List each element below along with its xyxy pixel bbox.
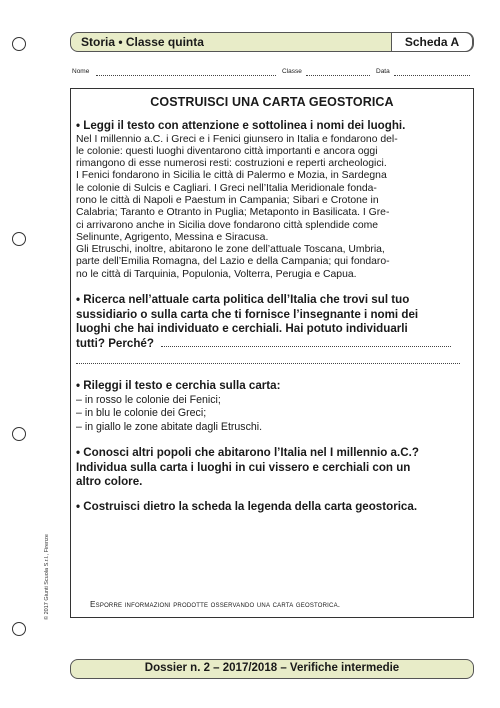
text-line: • Costruisci dietro la scheda la legenda della carta geostorica. [76,499,418,513]
text-line: Individua sulla carta i luoghi in cui vissero e cerchiali con un [76,460,411,474]
text-line: Nel I millennio a.C. i Greci e i Fenici giunsero in Italia e fondarono del- [76,133,398,145]
text-line: Selinunte, Agrigento, Messina e Siracusa. [76,231,269,243]
footer-bar [70,659,474,679]
text-line: luoghi che hai individuato e cerchiali. Hai potuto individuarli [76,322,408,336]
punch-hole-3 [12,427,26,441]
scheda-label: Scheda A [391,32,473,52]
page-title: COSTRUISCI UNA CARTA GEOSTORICA [150,95,394,109]
data-label: Data [376,68,390,75]
text-line: rimangono di esse numerosi resti: costruzioni e reperti archeologici. [76,158,387,170]
text-line: le colonie di Sulcis e Cagliari. I Greci nell’Italia Meridionale fonda- [76,182,377,194]
classe-label: Classe [282,68,302,75]
copyright-text: © 2017 Giunti Scuola S.r.l., Firenze [44,534,50,620]
section-other-peoples [76,446,468,490]
text-line: • Ricerca nell’attuale carta politica dell’Italia che trovi sul tuo [76,293,410,307]
question-line [76,337,468,352]
section-legend [76,500,468,515]
classe-field[interactable] [306,75,370,76]
nome-label: Nome [72,68,90,75]
text-line: ci arrivarono anche in Sicilia dove fondarono città splendide come [76,219,379,231]
question-text: tutti? Perché? [76,336,154,350]
text-line: no le città di Tarquinia, Populonia, Volterra, Perugia e Capua. [76,268,357,280]
list-item: – in rosso le colonie dei Fenici; [76,393,221,406]
section-lead: • Leggi il testo con attenzione e sottolinea i nomi dei luoghi. [76,119,406,132]
text-line: I Fenici fondarono in Sicilia le città di Palermo e Mozia, in Sardegna [76,170,387,182]
section-lead: • Rileggi il testo e cerchia sulla carta: [76,379,281,393]
text-line: le colonie: questi luoghi diventarono città importanti e ancora oggi [76,145,378,157]
subject-label: Storia • Classe quinta [81,35,204,49]
punch-hole-1 [12,37,26,51]
header-bar [70,32,474,52]
nome-field[interactable] [96,75,276,76]
list-item: – in blu le colonie dei Greci; [76,407,207,420]
text-line: Calabria; Taranto e Otranto in Puglia; Metaponto in Basilicata. I Gre- [76,207,390,219]
section-reread [76,379,468,434]
answer-line-2[interactable] [76,353,460,364]
text-line: • Conosci altri popoli che abitarono l’Italia nel I millennio a.C.? [76,446,419,460]
punch-hole-4 [12,622,26,636]
punch-hole-2 [12,232,26,246]
footer-label: Dossier n. 2 – 2017/2018 – Verifiche intermedie [144,662,400,674]
worksheet-content [76,92,468,523]
text-line: Gli Etruschi, inoltre, abitarono le zone dell’attuale Toscana, Umbria, [76,244,385,256]
text-line: rono le città di Napoli e Paestum in Campania; Sibari e Crotone in [76,194,379,206]
list-item: – in giallo le zone abitate dagli Etruschi. [76,420,263,433]
objective-note: Esporre informazioni prodotte osservando una carta geostorica. [90,600,341,609]
section-read-text [76,119,468,281]
data-field[interactable] [394,75,470,76]
text-line: altro colore. [76,475,143,489]
student-fields [72,68,472,78]
answer-line-1[interactable] [161,346,451,347]
text-line: sussidiario o sulla carta che ti fornisce l’insegnante i nomi dei [76,307,419,321]
text-line: parte dell’Emilia Romagna, del Lazio e della Campania; qui fondaro- [76,256,390,268]
section-research [76,293,468,369]
